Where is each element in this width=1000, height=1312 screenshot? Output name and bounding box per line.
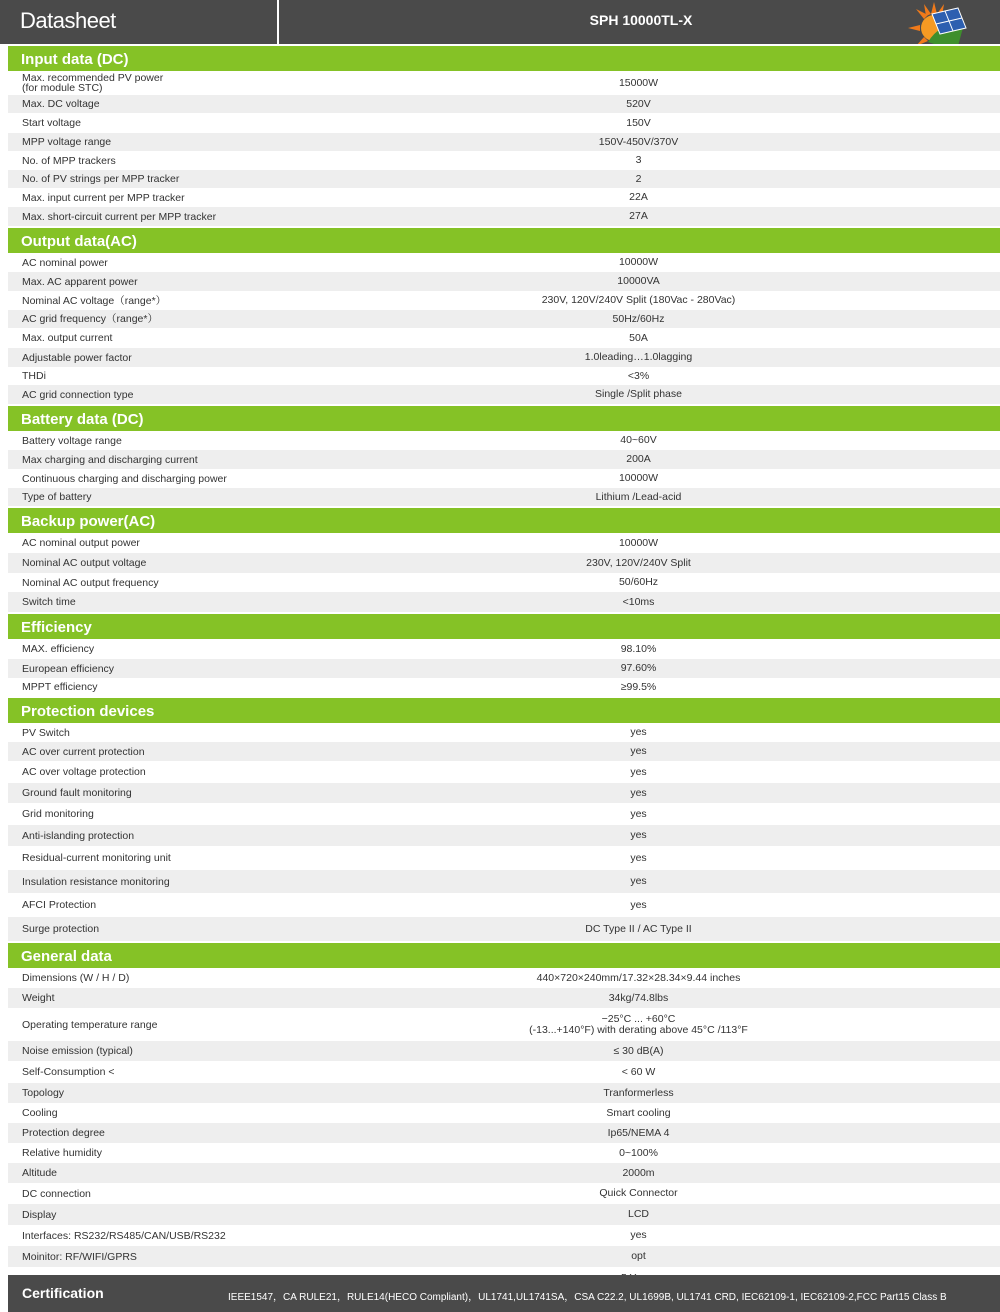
spec-label: European efficiency [22,662,115,675]
spec-row [8,1083,1000,1103]
spec-value: yes [630,851,647,864]
spec-value: yes [630,726,647,738]
spec-label: Relative humidity [22,1147,102,1159]
spec-value: 230V, 120V/240V Split [586,556,691,569]
certification-title: Certification [22,1285,104,1301]
spec-label: Dimensions (W / H / D) [22,972,130,984]
spec-value: yes [630,829,647,841]
spec-label: Max charging and discharging current [22,453,198,466]
spec-value: 98.10% [620,642,657,655]
spec-label: AC nominal power [22,256,108,269]
spec-value: −25°C ... +60°C (-13...+140°F) with derating above 45°C /113°F [529,1012,748,1036]
spec-value: Lithium /Lead-acid [595,490,682,503]
spec-label: Surge protection [22,923,100,935]
section-header: Backup power(AC) [8,506,1000,533]
spec-row [8,1143,1000,1163]
spec-row [8,893,1000,917]
certification-list: IEEE1547，CA RULE21，RULE14(HECO Compliant)，UL1741,UL1741SA，CSA C22.2, UL1699B, UL1741 CRD, IEC62109-1, IEC62109-2,FCC Part15 Class B [228,1292,947,1303]
spec-label: Nominal AC output voltage [22,557,147,569]
spec-label: Continuous charging and discharging power [22,472,227,485]
spec-label: Display [22,1208,57,1221]
spec-label: MPPT efficiency [22,681,98,693]
spec-label: Protection degree [22,1127,105,1139]
spec-value: yes [630,786,647,799]
spec-row [8,846,1000,870]
spec-value: yes [630,898,647,911]
spec-value: < 60 W [621,1065,656,1078]
section-rows [8,71,1000,226]
spec-label: Grid monitoring [22,808,94,820]
spec-row [8,133,1000,151]
spec-row [8,1183,1000,1204]
spec-row [8,469,1000,488]
datasheet-header [0,0,1000,44]
spec-row [8,328,1000,348]
section-rows [8,431,1000,506]
spec-value: Smart cooling [606,1106,671,1119]
spec-label: Max. recommended PV power (for module STC) [22,72,164,94]
section-header: Efficiency [8,612,1000,639]
section-rows [8,639,1000,696]
spec-value: 40~60V [620,434,657,446]
spec-label: No. of PV strings per MPP tracker [22,173,180,185]
spec-value: Single /Split phase [595,388,682,400]
spec-row [8,272,1000,291]
spec-value: 0~100% [619,1146,658,1159]
spec-label: Type of battery [22,491,92,503]
spec-label: Altitude [22,1167,58,1179]
spec-value: 10000W [618,472,659,484]
spec-row [8,1061,1000,1083]
spec-row [8,367,1000,385]
spec-label: Residual-current monitoring unit [22,852,171,864]
spec-label: THDi [22,370,46,382]
spec-label: Nominal AC voltage（range*） [22,294,167,307]
spec-row [8,723,1000,742]
spec-row [8,870,1000,893]
spec-label: DC connection [22,1187,91,1200]
spec-row [8,488,1000,506]
spec-label: AC nominal output power [22,537,140,549]
spec-value: 230V, 120V/240V Split (180Vac - 280Vac) [541,294,736,306]
spec-row [8,253,1000,272]
spec-label: Moinitor: RF/WIFI/GPRS [22,1250,137,1263]
spec-value: 3 [635,154,642,166]
spec-row [8,450,1000,469]
spec-row [8,291,1000,310]
spec-row [8,385,1000,404]
spec-row [8,71,1000,95]
spec-value: 150V [626,116,651,129]
spec-row [8,553,1000,573]
spec-label: Self-Consumption < [22,1066,115,1078]
section-rows [8,968,1000,1290]
spec-row [8,678,1000,696]
section-rows [8,533,1000,612]
spec-row [8,988,1000,1008]
spec-label: Topology [22,1087,65,1099]
spec-row [8,1204,1000,1225]
spec-row [8,1041,1000,1061]
spec-value: yes [630,745,647,757]
spec-value: opt [631,1250,646,1262]
spec-row [8,659,1000,678]
spec-row [8,95,1000,113]
spec-row [8,803,1000,825]
spec-label: Nominal AC output frequency [22,576,159,589]
spec-row [8,348,1000,367]
spec-label: AC grid connection type [22,388,134,401]
spec-row [8,783,1000,803]
spec-label: MAX. efficiency [22,643,95,655]
spec-row [8,188,1000,207]
section-header: Protection devices [8,696,1000,723]
spec-value: Quick Connector [599,1187,678,1199]
section-header: Input data (DC) [8,44,1000,71]
spec-value: 520V [626,97,651,110]
spec-value: 10000VA [617,275,660,287]
spec-value: 150V-450V/370V [598,135,679,148]
spec-value: <3% [627,369,650,382]
spec-label: Interfaces: RS232/RS485/CAN/USB/RS232 [22,1229,226,1242]
spec-row [8,310,1000,328]
spec-row [8,1123,1000,1143]
spec-value: yes [630,1229,647,1241]
spec-row [8,431,1000,450]
spec-value: 10000W [618,256,659,268]
title-cell [0,0,276,44]
spec-value: 2 [635,172,642,185]
spec-row [8,170,1000,188]
spec-value: 10000W [618,536,659,549]
section-header: Battery data (DC) [8,404,1000,431]
spec-label: Max. AC apparent power [22,275,138,288]
section-rows [8,723,1000,941]
spec-label: PV Switch [22,726,70,739]
spec-value: Tranformerless [603,1086,674,1099]
spec-value: 27A [629,210,648,222]
spec-label: MPP voltage range [22,136,112,148]
spec-sheet [8,44,1000,1290]
spec-row [8,639,1000,659]
spec-value: 50Hz/60Hz [612,312,665,325]
spec-value: 2000m [622,1166,655,1179]
section-header: Output data(AC) [8,226,1000,253]
spec-label: Max. DC voltage [22,98,100,110]
spec-row [8,825,1000,846]
spec-value: Ip65/NEMA 4 [607,1126,670,1139]
spec-label: Adjustable power factor [22,351,132,364]
spec-label: Operating temperature range [22,1018,158,1031]
spec-row [8,533,1000,553]
spec-value: ≥99.5% [620,680,657,693]
spec-row [8,968,1000,988]
spec-value: 50/60Hz [618,576,659,588]
spec-row [8,207,1000,226]
spec-label: Ground fault monitoring [22,787,132,799]
spec-row [8,917,1000,941]
spec-value: 15000W [618,76,659,89]
spec-label: Anti-islanding protection [22,829,135,842]
spec-row [8,1163,1000,1183]
page-title: Datasheet [20,8,116,33]
spec-label: Switch time [22,596,76,608]
spec-value: 97.60% [620,662,657,674]
spec-label: Start voltage [22,117,81,129]
section-rows [8,253,1000,404]
spec-label: Noise emission (typical) [22,1045,133,1057]
spec-value: 22A [629,191,648,203]
spec-label: No. of MPP trackers [22,154,116,167]
spec-label: Insulation resistance monitoring [22,875,170,888]
spec-label: Max. short-circuit current per MPP tracker [22,210,217,223]
spec-row [8,742,1000,761]
spec-label: AFCI Protection [22,899,97,911]
spec-row [8,573,1000,592]
model-name: SPH 10000TL-X [589,12,693,28]
spec-label: AC grid frequency（range*） [22,313,158,325]
spec-label: Battery voltage range [22,434,122,447]
certification-bar [8,1275,1000,1312]
spec-row [8,592,1000,612]
spec-value: ≤ 30 dB(A) [613,1044,664,1057]
spec-value: 440×720×240mm/17.32×28.34×9.44 inches [536,971,741,984]
spec-value: yes [630,875,647,887]
spec-value: <10ms [622,595,655,608]
spec-row [8,1225,1000,1246]
spec-row [8,1008,1000,1041]
spec-label: Weight [22,992,55,1004]
header-divider [277,0,279,44]
spec-row [8,113,1000,133]
spec-value: 1.0leading…1.0lagging [584,351,693,363]
spec-row [8,151,1000,170]
spec-value: 34kg/74.8lbs [608,991,669,1004]
spec-value: 200A [626,453,651,465]
spec-value: yes [630,807,647,820]
spec-row [8,1103,1000,1123]
spec-row [8,761,1000,783]
section-header: General data [8,941,1000,968]
spec-label: Max. output current [22,332,113,344]
spec-label: AC over current protection [22,745,145,758]
spec-value: yes [630,765,647,778]
spec-row [8,1246,1000,1267]
spec-label: Cooling [22,1107,58,1119]
spec-value: 50A [629,331,648,344]
spec-value: DC Type II / AC Type II [585,922,692,935]
spec-label: Max. input current per MPP tracker [22,191,185,204]
spec-value: LCD [627,1208,649,1220]
spec-label: AC over voltage protection [22,766,146,778]
